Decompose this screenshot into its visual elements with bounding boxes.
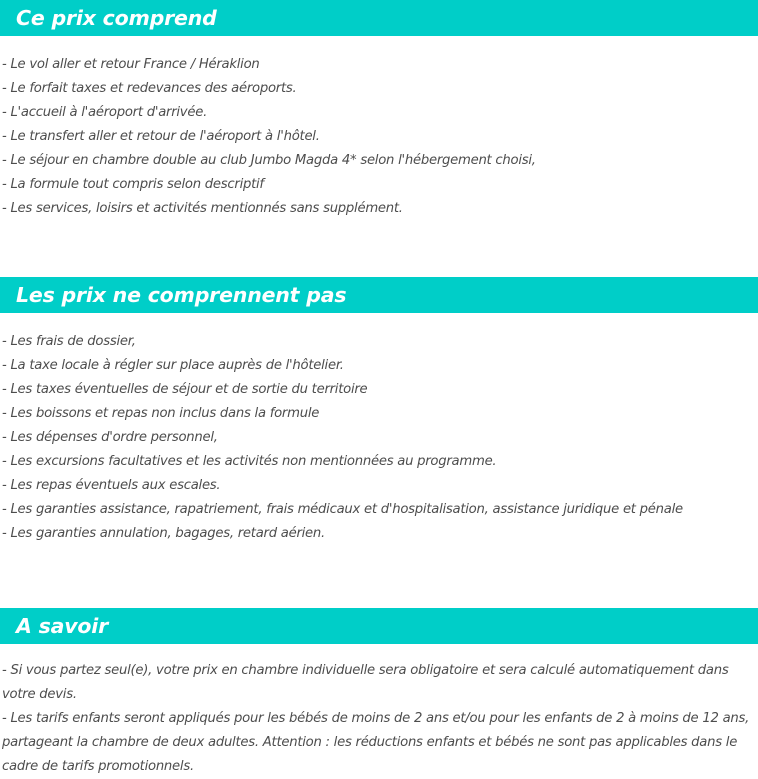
section-spacer — [0, 221, 758, 277]
list-item: - Le forfait taxes et redevances des aéroports. — [2, 81, 297, 96]
list-item: - Le vol aller et retour France / Héraklion — [2, 57, 260, 72]
section-title-not-included: Les prix ne comprennent pas — [16, 282, 347, 307]
list-item: - Les excursions facultatives et les activités non mentionnées au programme. — [2, 454, 497, 469]
spacer — [0, 644, 758, 659]
spacer — [0, 313, 758, 330]
list-item: - Les tarifs enfants seront appliqués pour les bébés de moins de 2 ans et/ou pour les enfants de 2 à moins de 12 ans, partageant la chambre de deux adultes. Attention : les réductions enfants et bébés ne sont pas applicables dans le cadre de tarifs promotionnels. — [2, 711, 750, 774]
section-title-included: Ce prix comprend — [16, 5, 217, 30]
list-item: - La taxe locale à régler sur place auprès de l'hôtelier. — [2, 358, 344, 373]
section-banner-included — [0, 0, 758, 36]
list-item: - Les taxes éventuelles de séjour et de sortie du territoire — [2, 382, 368, 397]
section-banner-good-to-know — [0, 608, 758, 644]
list-item: - Le séjour en chambre double au club Jumbo Magda 4* selon l'hébergement choisi, — [2, 153, 536, 168]
spacer — [0, 36, 758, 53]
section-banner-not-included — [0, 277, 758, 313]
list-item: - La formule tout compris selon descriptif — [2, 177, 264, 192]
section-spacer — [0, 546, 758, 608]
section-body-included — [0, 53, 758, 221]
list-item: - Les dépenses d'ordre personnel, — [2, 430, 218, 445]
list-item: - Les services, loisirs et activités mentionnés sans supplément. — [2, 201, 403, 216]
list-item: - Si vous partez seul(e), votre prix en chambre individuelle sera obligatoire et sera calculé automatiquement dans votre devis. — [2, 663, 729, 702]
list-item: - Les repas éventuels aux escales. — [2, 478, 221, 493]
section-good-to-know — [0, 608, 758, 779]
section-body-not-included — [0, 330, 758, 546]
list-item: - Le transfert aller et retour de l'aéroport à l'hôtel. — [2, 129, 320, 144]
section-included — [0, 0, 758, 221]
list-item: - Les garanties annulation, bagages, retard aérien. — [2, 526, 325, 541]
section-not-included — [0, 277, 758, 546]
section-body-good-to-know — [0, 659, 758, 779]
section-title-good-to-know: A savoir — [16, 613, 109, 638]
list-item: - Les frais de dossier, — [2, 334, 136, 349]
list-item: - L'accueil à l'aéroport d'arrivée. — [2, 105, 208, 120]
list-item: - Les boissons et repas non inclus dans la formule — [2, 406, 320, 421]
list-item: - Les garanties assistance, rapatriement, frais médicaux et d'hospitalisation, assistance juridique et pénale — [2, 502, 683, 517]
